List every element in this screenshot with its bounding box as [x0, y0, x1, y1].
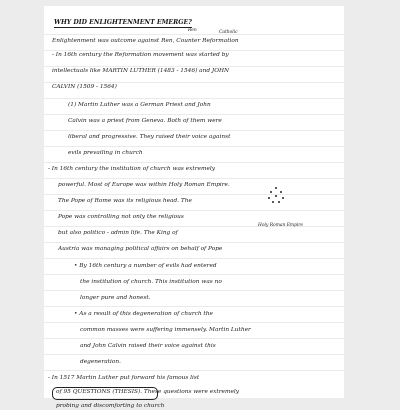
ruled-line	[44, 210, 344, 211]
ruled-line	[44, 194, 344, 195]
ruled-line	[44, 130, 344, 131]
questions-outline	[52, 387, 158, 400]
ruled-line	[44, 162, 344, 163]
notebook-page	[44, 6, 344, 409]
note-line: Pope was controlling not only the religious	[58, 214, 184, 220]
bullet-line: • By 16th century a number of evils had entered	[74, 263, 217, 269]
annotation-catholic: Catholic	[219, 30, 238, 35]
ruled-line	[44, 242, 344, 243]
ruled-line	[44, 66, 344, 67]
note-line: - In 16th century the institution of church was extremely	[48, 166, 216, 172]
note-line: Calvin was a priest from Geneva. Both of them were	[68, 118, 222, 124]
dot-cluster-icon	[267, 187, 287, 207]
ruled-line	[44, 34, 344, 35]
note-line: intellectuals like MARTIN LUTHER (1483 - 1546) and JOHN	[52, 68, 230, 74]
note-line: (1) Martin Luther was a German Priest and John	[68, 102, 211, 108]
ruled-line	[44, 114, 344, 115]
ruled-line	[44, 178, 344, 179]
ruled-line	[44, 354, 344, 355]
ruled-line	[44, 82, 344, 83]
note-line: liberal and progressive. They raised their voice against	[68, 134, 231, 140]
note-line: - In 1517 Martin Luther put forward his famous list	[48, 375, 200, 381]
note-line: evils prevailing in church	[68, 150, 143, 156]
note-line: and John Calvin raised their voice against this	[80, 343, 216, 349]
bullet-line: • As a result of this degeneration of church the	[74, 311, 213, 317]
ruled-line	[44, 258, 344, 259]
ruled-line	[44, 338, 344, 339]
note-line: the institution of church. This institution was no	[80, 279, 222, 285]
note-line: degeneration.	[80, 359, 121, 365]
note-line: powerful. Most of Europe was within Holy Roman Empire.	[58, 182, 230, 188]
note-line: CALVIN (1509 - 1564)	[52, 84, 117, 90]
note-line: but also politico - admin life. The King of	[58, 230, 178, 236]
note-line: - In 16th century the Reformation movement was started by	[52, 52, 229, 58]
ruled-line	[44, 146, 344, 147]
ruled-line	[44, 50, 344, 51]
note-line: longer pure and honest.	[80, 295, 151, 301]
ruled-line	[44, 98, 344, 99]
ruled-line	[44, 290, 344, 291]
note-line: common masses were suffering immensely. Martin Luther	[80, 327, 251, 333]
page-title: WHY DID ENLIGHTENMENT EMERGE?	[54, 19, 192, 26]
note-line: Austria was managing political affairs on behalf of Pope	[58, 246, 223, 252]
side-note: Holy Roman Empire	[258, 223, 303, 228]
note-line: of 95 QUESTIONS (THESIS). These questions were extremely	[56, 389, 240, 395]
ruled-line	[44, 274, 344, 275]
ruled-line	[44, 306, 344, 307]
note-line: The Pope of Rome was its religious head. The	[58, 198, 192, 204]
note-line: probing and discomforting to church	[56, 403, 165, 409]
note-line: Enlightenment was outcome against Ren, Counter Reformation	[52, 38, 239, 44]
ruled-line	[44, 322, 344, 323]
ruled-line	[44, 370, 344, 371]
annotation-ren: Ren	[188, 28, 197, 33]
